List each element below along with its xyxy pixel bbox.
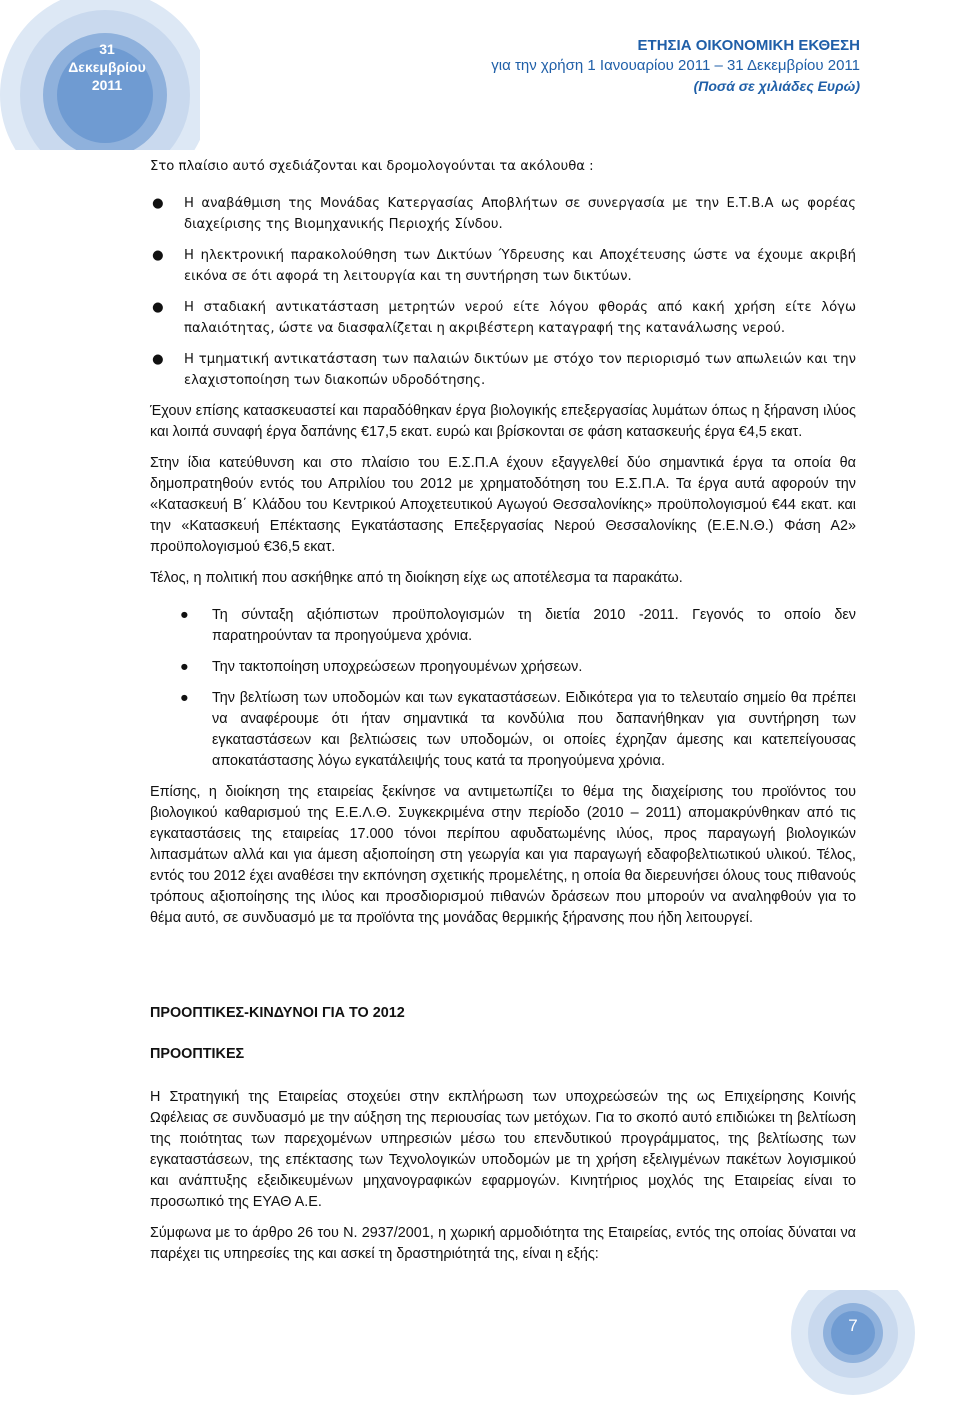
list-item: [150, 297, 856, 339]
list-item-text: Η αναβάθμιση της Μονάδας Κατεργασίας Αποβλήτων σε συνεργασία με την Ε.Τ.Β.Α ως φορέας διαχείρισης της Βιομηχανικής Περιοχής Σίνδου.: [184, 196, 856, 232]
report-header: [491, 36, 860, 96]
paragraph-jurisdiction: Σύμφωνα με το άρθρο 26 του Ν. 2937/2001, η χωρική αρμοδιότητα της Εταιρείας, εντός της οποίας δύναται να παρέχει τις υπηρεσίες της και ασκεί τη δραστηριότητά της, είναι η εξής:: [150, 1225, 856, 1262]
document-body: [150, 150, 856, 1275]
page-number-graphic: [780, 1290, 960, 1412]
subsection-heading: ΠΡΟΟΠΤΙΚΕΣ: [150, 1046, 245, 1062]
paragraph-policy-results: Τέλος, η πολιτική που ασκήθηκε από τη διοίκηση είχε ως αποτέλεσμα τα παρακάτω.: [150, 570, 683, 586]
paragraph-sludge-management: Επίσης, η διοίκηση της εταιρείας ξεκίνησε να αντιμετωπίζει το θέμα της διαχείρισης του προϊόντος του βιολογικού καθαρισμού της Ε.Ε.Λ.Θ. Συγκεκριμένα στην περίοδο (2010 – 2011) απομακρύνθηκαν από τις εγκαταστάσεις της εταιρείας 17.000 τόνοι περίπου αφυδατωμένης ιλύος, προς παραγωγή βιολογικών λιπασμάτων αλλά και για άμεση αξιοποίηση στη γεωργία και για παραγωγή εδαφοβελτιωτικού υλικού. Τέλος, εντός του 2012 έχει αναθέσει την εκπόνηση σχετικής προμελέτης, η οποία θα διερευνήσει όλους τους πιθανούς τρόπους αξιοποίησης της ιλύος και προσδιορισμού πιθανών δράσεων που μπορούν να αναληφθούν για το θέμα αυτό, σε συνδυασμό με τα προϊόντα της μονάδας θερμικής ξήρανσης που ήδη λειτουργεί.: [150, 784, 856, 926]
date-badge-day: 31: [99, 41, 115, 57]
list-item: [150, 688, 856, 772]
list-item: [150, 349, 856, 391]
results-list: [150, 605, 856, 772]
bullet-icon: ●: [152, 196, 164, 211]
list-item-text: Την τακτοποίηση υποχρεώσεων προηγουμένων χρήσεων.: [212, 659, 583, 675]
list-item-text: Η σταδιακή αντικατάσταση μετρητών νερού είτε λόγου φθοράς από κακή χρήση είτε λόγω παλαιότητας, ώστε να διασφαλίζεται η ακριβέστερη καταγραφή της κατανάλωσης νερού.: [184, 300, 856, 336]
intro-paragraph: Στο πλαίσιο αυτό σχεδιάζονται και δρομολογούνται τα ακόλουθα :: [150, 159, 594, 174]
bullet-icon: ●: [152, 248, 164, 263]
section-heading: ΠΡΟΟΠΤΙΚΕΣ-ΚΙΝΔΥΝΟΙ ΓΙΑ ΤΟ 2012: [150, 1005, 405, 1021]
bullet-icon: ●: [180, 659, 189, 675]
report-period: για την χρήση 1 Ιανουαρίου 2011 – 31 Δεκεμβρίου 2011: [491, 57, 860, 74]
date-badge: [62, 40, 152, 94]
page-number: 7: [848, 1316, 858, 1335]
list-item: [150, 193, 856, 235]
page-circles-graphic: [780, 1290, 960, 1412]
bullet-icon: ●: [152, 352, 164, 367]
paragraph-biological-works: Έχουν επίσης κατασκευαστεί και παραδόθηκαν έργα βιολογικής επεξεργασίας λυμάτων όπως η ξήρανση ιλύος και λοιπά συναφή έργα δαπάνης €17,5 εκατ. ευρώ και βρίσκονται σε φάση κατασκευής έργα €4,5 εκατ.: [150, 403, 856, 440]
bullet-icon: ●: [180, 607, 189, 623]
date-badge-month: Δεκεμβρίου: [68, 59, 146, 75]
report-title: ΕΤΗΣΙΑ ΟΙΚΟΝΟΜΙΚΗ ΕΚΘΕΣΗ: [637, 37, 860, 54]
list-item-text: Την βελτίωση των υποδομών και των εγκαταστάσεων. Ειδικότερα για το τελευταίο σημείο θα πρέπει να αναφέρουμε ότι ήταν σημαντικά τα κονδύλια που δαπανήθηκαν για συντήρηση των εγκαταστάσεων και βελτιώσεις των υποδομών, οι οποίες έχρηζαν άμεσης και κατεπείγουσας αποκατάστασης λόγω εγκατάλειψής τους κατά τα προηγούμενα χρόνια.: [212, 690, 856, 769]
paragraph-strategy: Η Στρατηγική της Εταιρείας στοχεύει στην εκπλήρωση των υποχρεώσεών της ως Επιχείρησης Κοινής Ωφέλειας σε συνδυασμό με την αύξηση της περιουσίας των μετόχων. Για το σκοπό αυτό επιδιώκει τη βελτίωση της ποιότητας των παρεχομένων υπηρεσιών μέσω του επενδυτικού προγράμματος, της βελτίωσης των εγκαταστάσεων, της επέκτασης των Τεχνολογικών υποδομών με τη χρήση εξελιγμένων πακέτων λογισμικού και ανάπτυξης εξειδικευμένων μηχανογραφικών εφαρμογών. Κινητήριος μοχλός της Εταιρείας είναι το προσωπικό της ΕΥΑΘ Α.Ε.: [150, 1089, 856, 1210]
date-badge-year: 2011: [91, 77, 123, 93]
list-item-text: Η ηλεκτρονική παρακολούθηση των Δικτύων Ύδρευσης και Αποχέτευσης ώστε να έχουμε ακριβή εικόνα σε ότι αφορά τη λειτουργία και τη συντήρηση των δικτύων.: [184, 248, 856, 284]
list-item: [150, 245, 856, 287]
report-units: (Ποσά σε χιλιάδες Ευρώ): [693, 78, 860, 94]
bullet-icon: ●: [152, 300, 164, 315]
bullet-icon: ●: [180, 690, 189, 706]
list-item: [150, 605, 856, 647]
list-item: [150, 657, 856, 678]
planned-actions-list: [150, 193, 856, 391]
list-item-text: Τη σύνταξη αξιόπιστων προϋπολογισμών τη διετία 2010 -2011. Γεγονός το οποίο δεν παρατηρούνταν τα προηγούμενα χρόνια.: [212, 607, 856, 644]
list-item-text: Η τμηματική αντικατάσταση των παλαιών δικτύων με στόχο τον περιορισμό των απωλειών και την ελαχιστοποίηση των διακοπών υδροδότησης.: [184, 352, 856, 388]
paragraph-espa-projects: Στην ίδια κατεύθυνση και στο πλαίσιο του Ε.Σ.Π.Α έχουν εξαγγελθεί δύο σημαντικά έργα τα οποία θα δημοπρατηθούν εντός του Απριλίου του 2012 με χρηματοδότηση του Ε.Σ.Π.Α. Τα έργα αυτά αφορούν την «Κατασκευή Β΄ Κλάδου του Κεντρικού Αποχετευτικού Αγωγού Θεσσαλονίκης» προϋπολογισμού €44 εκατ. και την «Κατασκευή Επέκτασης Εγκατάστασης Επεξεργασίας Νερού Θεσσαλονίκης (Ε.Ε.Ν.Θ.) Φάση Α2» προϋπολογισμού €36,5 εκατ.: [150, 455, 856, 555]
